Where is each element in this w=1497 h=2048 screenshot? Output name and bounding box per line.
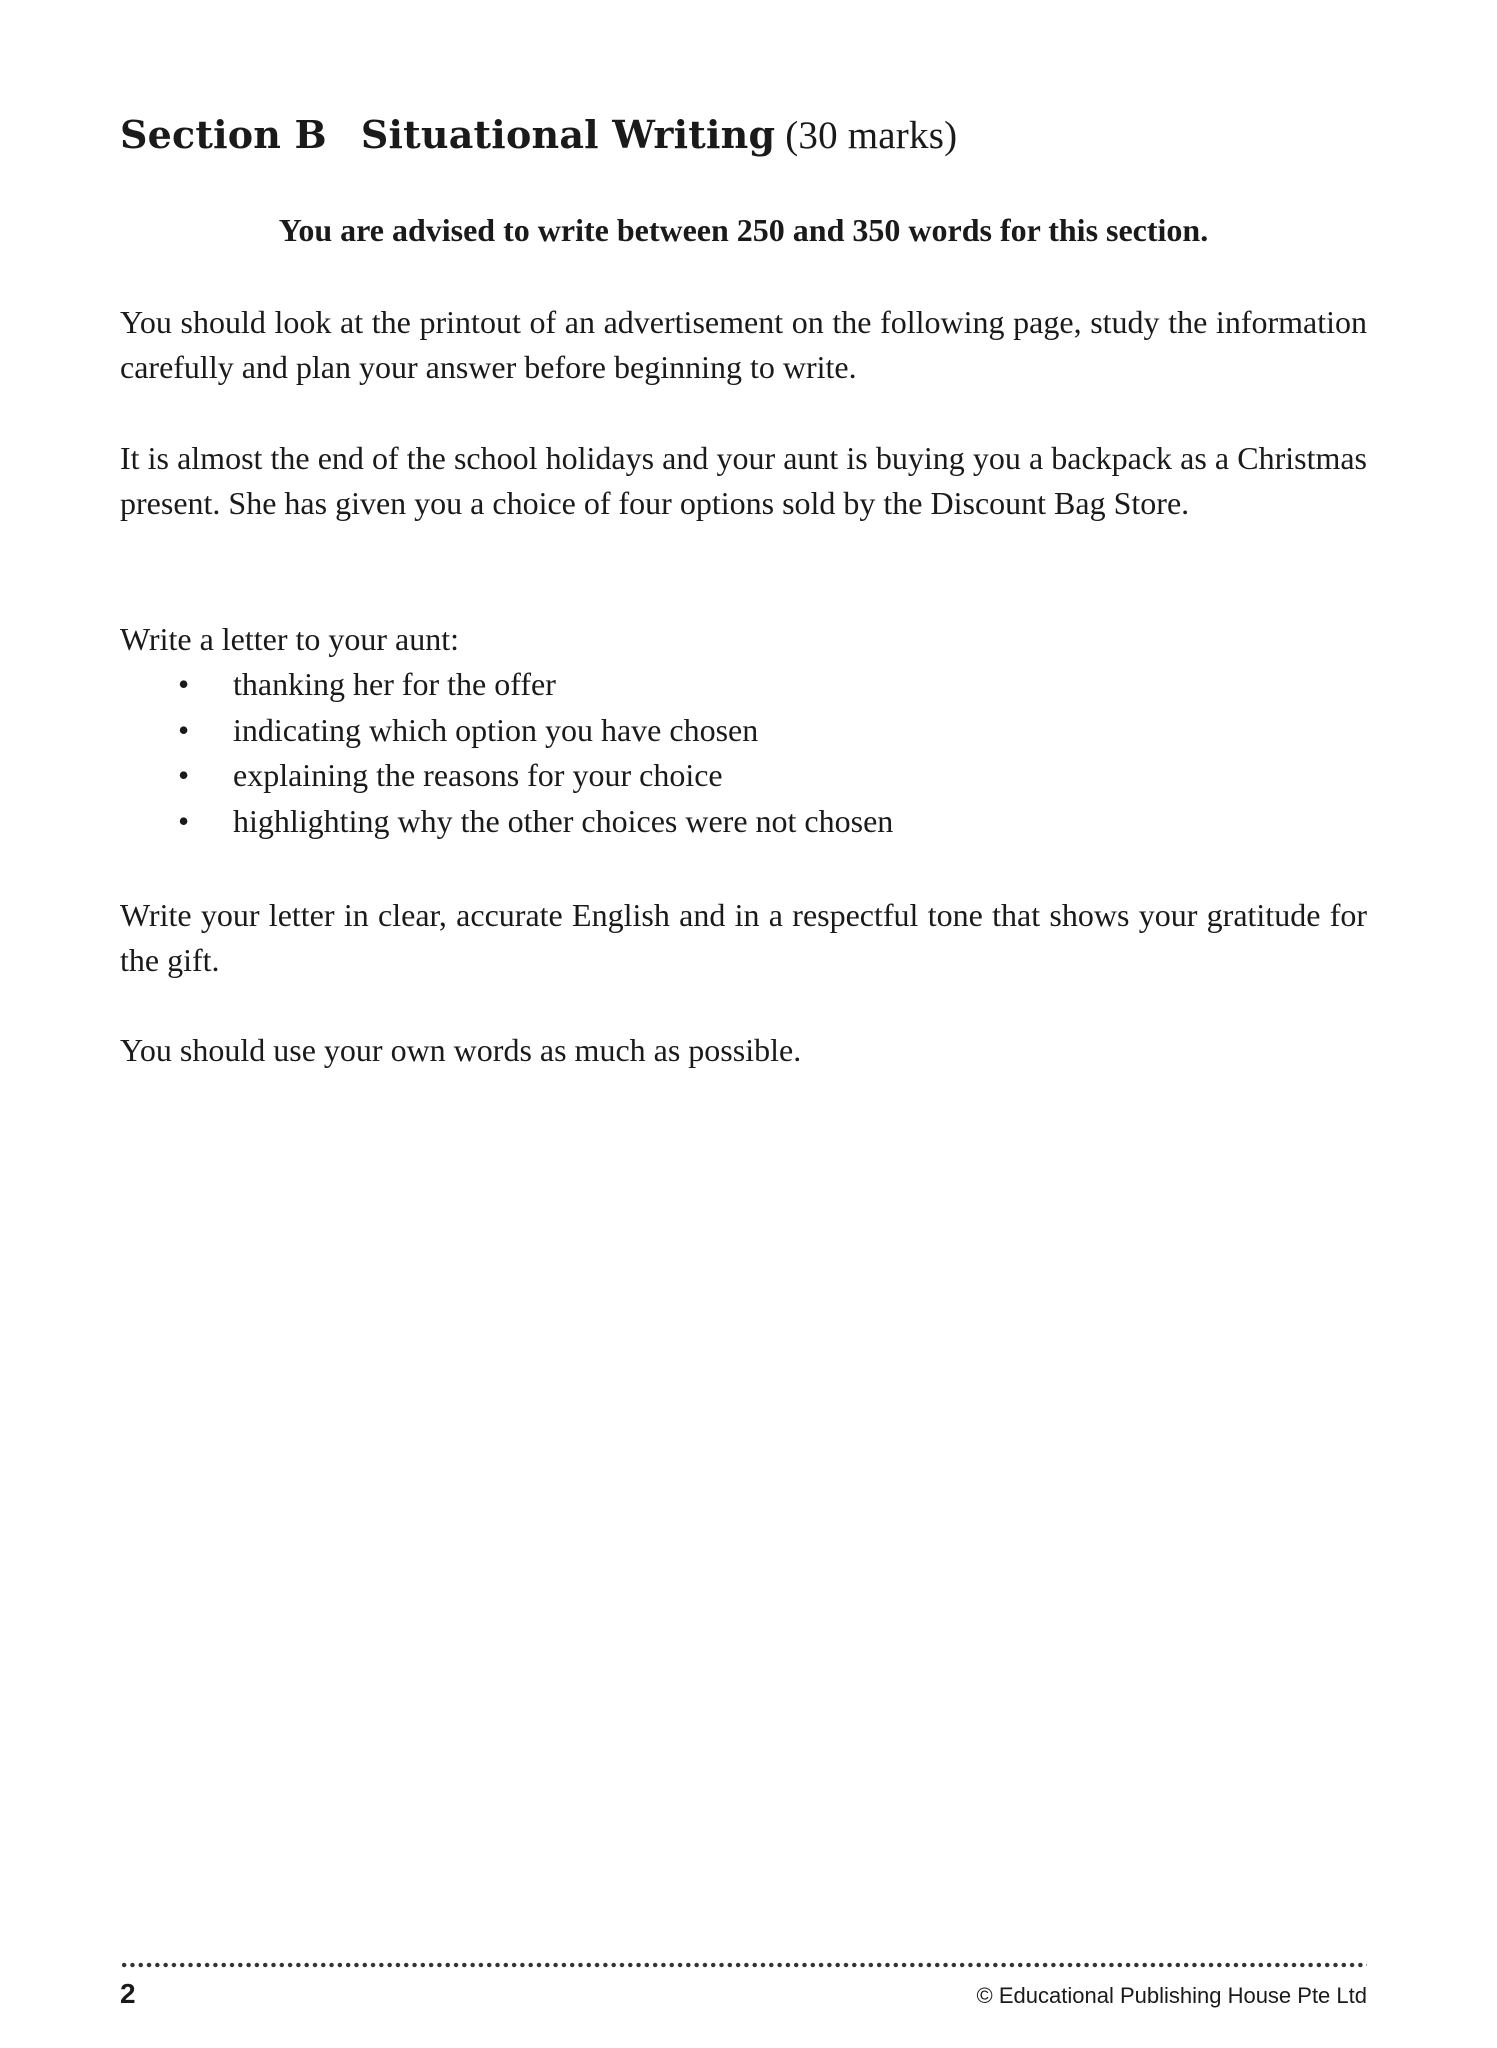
- bullet-text: explaining the reasons for your choice: [233, 757, 723, 793]
- exam-page: [120, 0, 1367, 2048]
- bullet-icon: •: [178, 757, 190, 793]
- list-item: [120, 753, 893, 799]
- instructions-paragraph: You should look at the printout of an advertisement on the following page, study the information carefully and plan your answer before beginning to write.: [120, 304, 1367, 385]
- bullet-text: highlighting why the other choices were not chosen: [233, 802, 894, 839]
- word-count-advice: You are advised to write between 250 and 350 words for this section.: [278, 212, 1209, 248]
- copyright-notice: © Educational Publishing House Pte Ltd: [976, 1983, 1367, 2008]
- list-item: [120, 708, 893, 754]
- bullet-text: indicating which option you have chosen: [233, 711, 759, 748]
- closing-paragraph: You should use your own words as much as possible.: [120, 1032, 802, 1068]
- page-number: 2: [120, 1978, 136, 2009]
- task-bullet-list: [120, 662, 893, 844]
- bullet-icon: •: [178, 711, 190, 748]
- list-item: [120, 799, 893, 845]
- section-title: Situational Writing: [360, 112, 776, 157]
- tone-paragraph: Write your letter in clear, accurate English and in a respectful tone that shows your gratitude for the gift.: [120, 897, 1367, 978]
- footer-dotted-divider: [120, 1962, 1367, 1968]
- bullet-icon: •: [178, 802, 190, 839]
- bullet-text: thanking her for the offer: [233, 666, 556, 702]
- task-intro: Write a letter to your aunt:: [120, 621, 460, 657]
- list-item: [120, 662, 893, 708]
- section-label: Section B: [120, 112, 327, 157]
- section-marks: (30 marks): [785, 114, 958, 157]
- section-heading: [120, 112, 957, 158]
- bullet-icon: •: [178, 666, 190, 702]
- scenario-paragraph: It is almost the end of the school holidays and your aunt is buying you a backpack as a Christmas present. She has given you a choice of four options sold by the Discount Bag Store.: [120, 440, 1367, 521]
